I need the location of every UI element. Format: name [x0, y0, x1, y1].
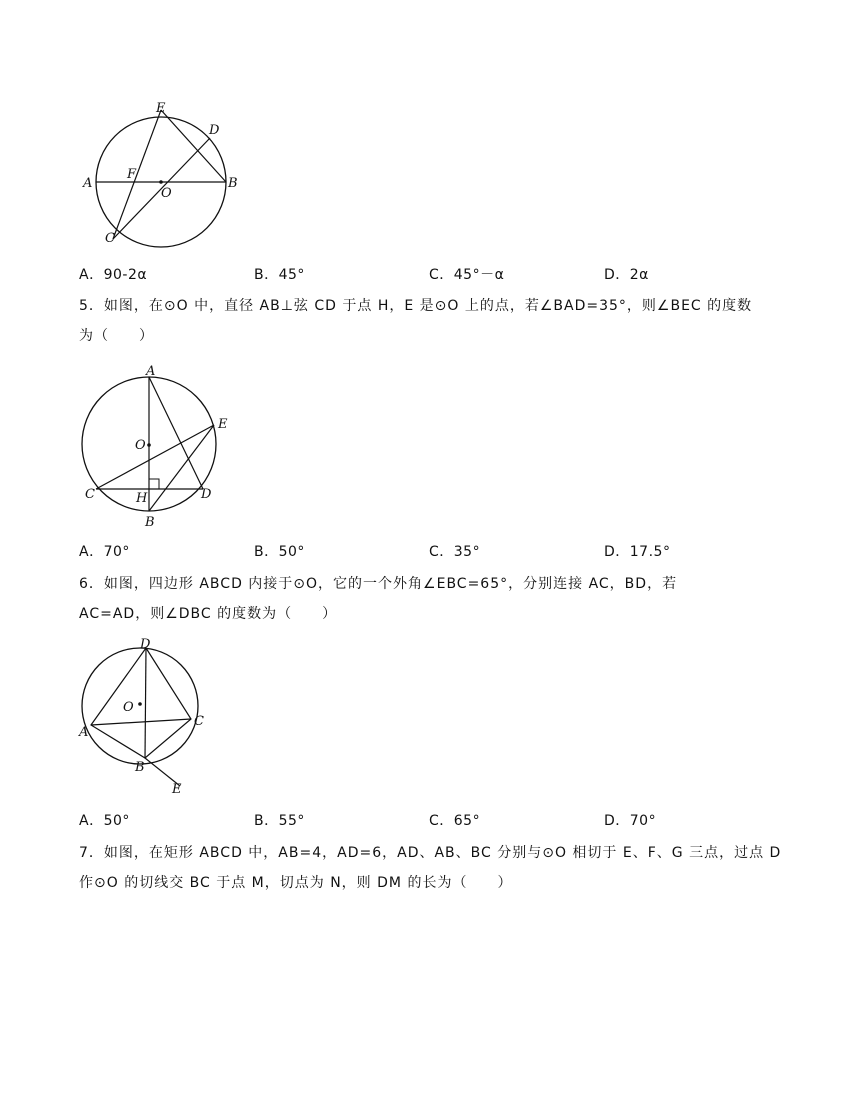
- q5-circle-figure: [80, 360, 260, 535]
- q5-option-b[interactable]: B．50°: [254, 544, 305, 560]
- q4-label-b: B: [228, 176, 238, 191]
- q4-label-o: O: [161, 186, 172, 201]
- q6-option-b[interactable]: B．55°: [254, 813, 305, 829]
- q6-label-d: D: [140, 637, 151, 652]
- q7-text: [79, 838, 799, 898]
- q6-option-c[interactable]: C．65°: [429, 813, 481, 829]
- q5-text-line-2: 为（ ）: [79, 328, 154, 344]
- q7-text-line-1: 7．如图，在矩形 ABCD 中，AB=4，AD=6，AD、AB、BC 分别与⊙O 相切于 E、F、G 三点，过点 D: [79, 845, 782, 861]
- q6-label-o: O: [123, 700, 134, 715]
- q5-option-a[interactable]: A．70°: [79, 544, 130, 560]
- q4-label-c: C: [105, 231, 115, 246]
- q6-label-a: A: [79, 725, 89, 740]
- q7-text-line-2: 作⊙O 的切线交 BC 于点 M，切点为 N，则 DM 的长为（ ）: [79, 875, 513, 891]
- q5-option-d[interactable]: D．17.5°: [604, 544, 671, 560]
- q6-options: [79, 810, 819, 830]
- q6-circle-diagram: [76, 636, 216, 801]
- q5-options: [79, 541, 819, 561]
- q4-label-f: F: [127, 167, 137, 182]
- q4-option-b[interactable]: B．45°: [254, 267, 305, 283]
- q6-circle-figure: [76, 636, 216, 801]
- q5-label-h: H: [136, 491, 148, 506]
- q5-text: [79, 291, 799, 351]
- q5-label-b: B: [145, 515, 155, 530]
- q4-option-a[interactable]: A．90-2α: [79, 267, 148, 283]
- q5-text-line-1: 5．如图，在⊙O 中，直径 AB⊥弦 CD 于点 H，E 是⊙O 上的点，若∠BAD=35°，则∠BEC 的度数: [79, 298, 753, 314]
- q6-label-b: B: [135, 760, 145, 775]
- q6-label-c: C: [194, 714, 204, 729]
- q4-option-c[interactable]: C．45°－α: [429, 267, 505, 283]
- q6-option-d[interactable]: D．70°: [604, 813, 657, 829]
- q4-circle-figure: [80, 98, 260, 253]
- q5-label-o: O: [135, 438, 146, 453]
- q4-options: [79, 264, 819, 284]
- q6-text-line-2: AC=AD，则∠DBC 的度数为（ ）: [79, 606, 338, 622]
- q4-label-d: D: [209, 123, 220, 138]
- q5-label-e: E: [218, 417, 228, 432]
- q4-label-e: E: [156, 101, 166, 116]
- q6-text: [79, 569, 799, 629]
- q5-label-a: A: [146, 364, 156, 379]
- q6-option-a[interactable]: A．50°: [79, 813, 130, 829]
- q5-label-c: C: [85, 487, 95, 502]
- q5-label-d: D: [201, 487, 212, 502]
- q6-label-e: E: [172, 782, 182, 797]
- q4-circle-diagram: [80, 98, 260, 253]
- q6-text-line-1: 6．如图，四边形 ABCD 内接于⊙O，它的一个外角∠EBC=65°，分别连接 AC，BD，若: [79, 576, 678, 592]
- q4-option-d[interactable]: D．2α: [604, 267, 649, 283]
- q5-circle-diagram: [80, 360, 260, 535]
- q4-label-a: A: [83, 176, 93, 191]
- q5-option-c[interactable]: C．35°: [429, 544, 481, 560]
